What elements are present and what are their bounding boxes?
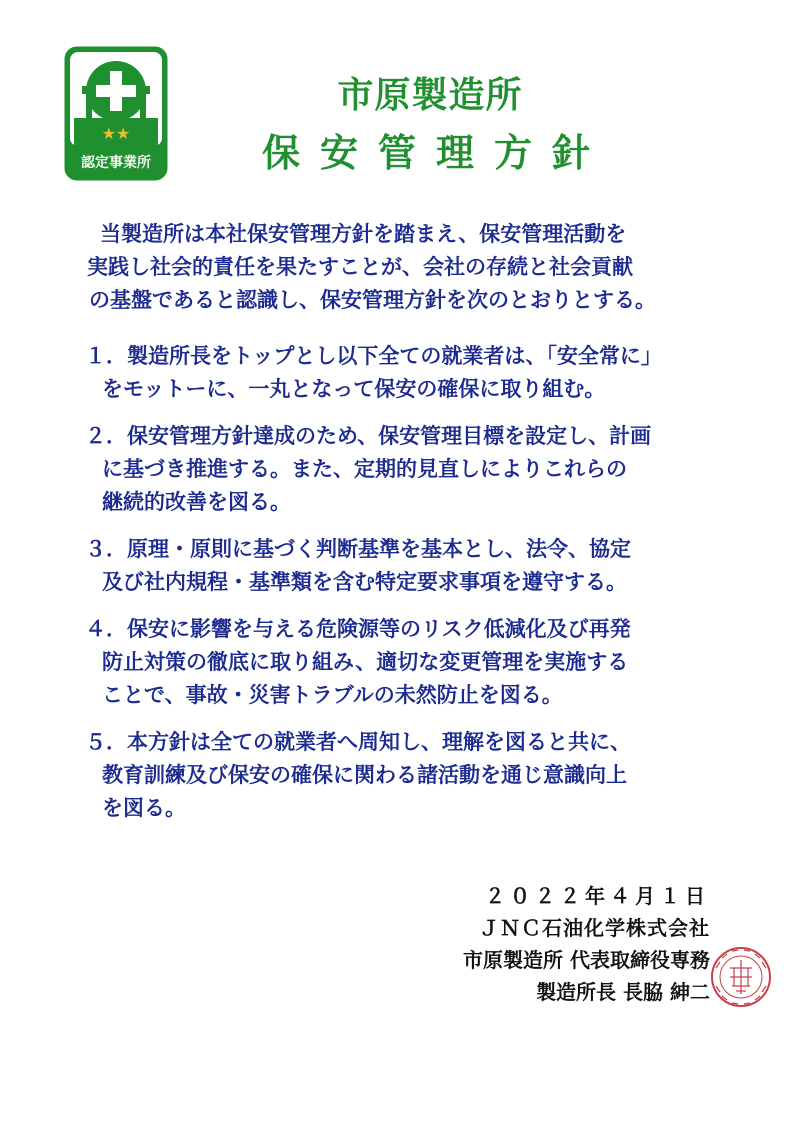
company-seal	[710, 946, 772, 1008]
page-title: 市原製造所	[337, 75, 523, 116]
intro-paragraph	[80, 218, 740, 317]
signature-block	[463, 880, 710, 1008]
intro-line: 実践し社会的責任を果たすことが、会社の存続と社会貢献	[87, 255, 633, 279]
policy-item	[80, 533, 740, 599]
badge-label: 認定事業所	[81, 155, 151, 171]
badge-stars: ★★	[101, 124, 131, 143]
policy-item-line: ２．保安管理方針達成のため、保安管理目標を設定し、計画	[85, 424, 652, 448]
policy-item-line: ４．保安に影響を与える危険源等のリスク低減化及び再発	[85, 617, 631, 641]
company-name: ＪＮＣ石油化学株式会社	[479, 916, 710, 940]
policy-item	[80, 613, 740, 712]
issue-date: ２０２２年４月１日	[485, 884, 710, 908]
safety-cross-emblem-icon	[64, 46, 168, 181]
policy-item-line: 教育訓練及び保安の確保に関わる諸活動を通じ意識向上	[102, 763, 627, 787]
policy-item-line: ことで、事故・災害トラブルの未然防止を図る。	[102, 683, 563, 707]
signatory-name: 製造所長 長脇 紳二	[536, 980, 710, 1004]
policy-item	[80, 340, 740, 406]
safety-certification-badge	[64, 46, 168, 181]
policy-item	[80, 420, 740, 519]
policy-item-line: をモットーに、一丸となって保安の確保に取り組む。	[102, 377, 606, 401]
policy-item-line: 及び社内規程・基準類を含む特定要求事項を遵守する。	[102, 570, 627, 594]
page-subtitle: 保安管理方針	[261, 131, 610, 175]
intro-line: の基盤であると認識し、保安管理方針を次のとおりとする。	[89, 288, 656, 312]
policy-item-line: １．製造所長をトップとし以下全ての就業者は、「安全常に」	[85, 344, 662, 368]
policy-item-line: を図る。	[102, 796, 186, 820]
intro-line: 当製造所は本社保安管理方針を踏まえ、保安管理活動を	[100, 222, 627, 246]
policy-item	[80, 726, 740, 825]
policy-item-line: に基づき推進する。また、定期的見直しによりこれらの	[102, 457, 627, 481]
policy-item-line: 継続的改善を図る。	[102, 490, 291, 514]
policy-item-line: ５．本方針は全ての就業者へ周知し、理解を図ると共に、	[85, 730, 631, 754]
policy-list	[80, 340, 740, 839]
policy-item-line: ３．原理・原則に基づく判断基準を基本とし、法令、協定	[85, 537, 631, 561]
company-seal-stamp-icon	[710, 946, 772, 1008]
signatory-position: 市原製造所 代表取締役専務	[463, 948, 710, 972]
policy-item-line: 防止対策の徹底に取り組み、適切な変更管理を実施する	[102, 650, 629, 674]
